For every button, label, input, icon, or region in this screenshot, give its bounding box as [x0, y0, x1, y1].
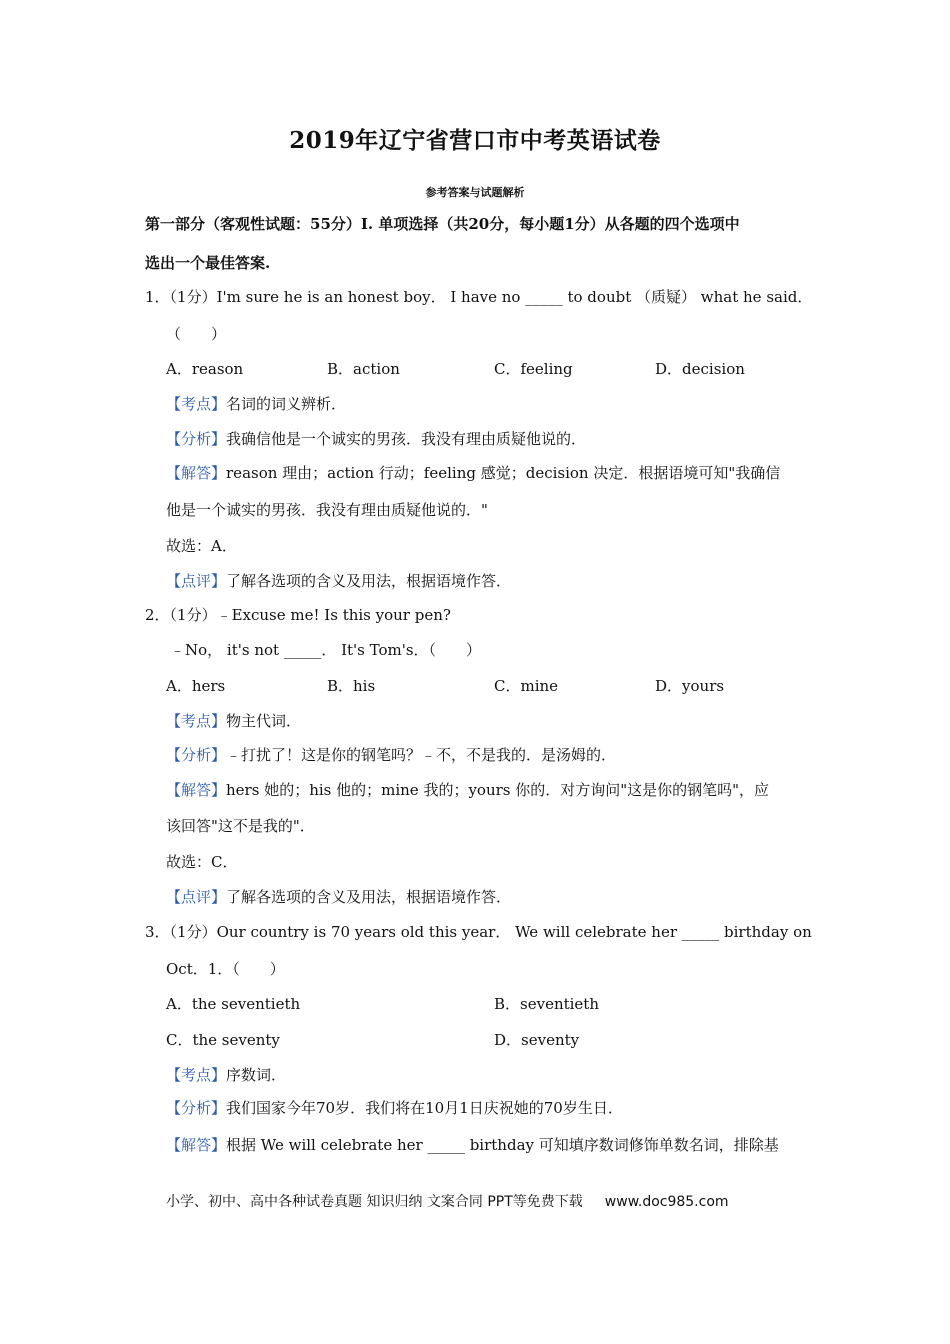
question-1-jieda	[166, 463, 780, 483]
section-heading-line1: 第一部分（客观性试题：55分）I. 单项选择（共20分，每小题1分）从各题的四个选项中	[145, 215, 740, 233]
question-1-dianping	[166, 571, 511, 591]
question-3-option-c: C．the seventy	[166, 1031, 280, 1049]
question-3-stem: 3．（1分）Our country is 70 years old this year． We will celebrate her _____ birthday on	[145, 923, 812, 941]
tag-jieda: 【解答】	[166, 781, 227, 799]
page-subtitle: 参考答案与试题解析	[425, 186, 525, 199]
page-footer	[166, 1191, 729, 1211]
question-2-option-b: B．his	[327, 677, 376, 695]
question-1-fenxi	[166, 429, 586, 449]
dianping-text: 了解各选项的含义及用法，根据语境作答．	[226, 888, 512, 906]
kaodian-text: 名词的词义辨析．	[226, 395, 347, 413]
question-3-option-b: B．seventieth	[494, 995, 600, 1013]
tag-kaodian: 【考点】	[166, 1066, 227, 1084]
question-2-jieda-cont: 该回答"这不是我的"．	[166, 817, 315, 835]
question-2-jieda	[166, 780, 769, 800]
question-2-kaodian	[166, 711, 301, 731]
question-2-stem: 2．（1分）﹣Excuse me! Is this your pen?	[145, 606, 451, 624]
section-heading-line2: 选出一个最佳答案.	[145, 254, 271, 272]
question-2-stem-reply: ﹣No， it's not _____． It's Tom's．（ ）	[170, 641, 482, 659]
fenxi-text: 我们国家今年70岁．我们将在10月1日庆祝她的70岁生日．	[226, 1099, 623, 1117]
question-1-kaodian	[166, 394, 346, 414]
question-3-stem-cont: Oct．1．（ ）	[166, 960, 285, 978]
footer-text: 小学、初中、高中各种试卷真题 知识归纳 文案合同 PPT等免费下载	[166, 1194, 583, 1210]
page-title: 2019年辽宁省营口市中考英语试卷	[289, 127, 661, 154]
question-1-option-c: C．feeling	[494, 360, 573, 378]
question-1-answer: 故选：A．	[166, 537, 237, 555]
question-2-option-c: C．mine	[494, 677, 559, 695]
tag-dianping: 【点评】	[166, 572, 227, 590]
question-2-option-d: D．yours	[655, 677, 725, 695]
question-1-stem-blank: （ ）	[166, 325, 227, 343]
tag-kaodian: 【考点】	[166, 712, 227, 730]
tag-fenxi: 【分析】	[166, 746, 227, 764]
fenxi-text: 我确信他是一个诚实的男孩．我没有理由质疑他说的．	[226, 430, 587, 448]
question-2-option-a: A．hers	[166, 677, 226, 695]
tag-fenxi: 【分析】	[166, 1099, 227, 1117]
question-2-answer: 故选：C．	[166, 853, 238, 871]
question-1-option-d: D．decision	[655, 360, 745, 378]
tag-kaodian: 【考点】	[166, 395, 227, 413]
question-3-option-a: A．the seventieth	[166, 995, 301, 1013]
question-1-option-b: B．action	[327, 360, 400, 378]
footer-url: www.doc985.com	[604, 1194, 729, 1210]
tag-jieda: 【解答】	[166, 464, 227, 482]
tag-dianping: 【点评】	[166, 888, 227, 906]
question-3-kaodian	[166, 1065, 286, 1085]
kaodian-text: 序数词．	[226, 1066, 287, 1084]
question-3-fenxi	[166, 1098, 623, 1118]
question-2-dianping	[166, 887, 511, 907]
question-3-jieda	[166, 1135, 779, 1155]
jieda-text: hers 她的；his 他的；mine 我的；yours 你的．对方询问"这是你的钢笔吗"，应	[226, 781, 770, 799]
question-1-option-a: A．reason	[166, 360, 244, 378]
jieda-text: 根据 We will celebrate her _____ birthday 可知填序数词修饰单数名词，排除基	[226, 1136, 779, 1154]
jieda-text: reason 理由；action 行动；feeling 感觉；decision 决定．根据语境可知"我确信	[226, 464, 781, 482]
dianping-text: 了解各选项的含义及用法，根据语境作答．	[226, 572, 512, 590]
tag-jieda: 【解答】	[166, 1136, 227, 1154]
question-2-fenxi	[166, 745, 616, 765]
fenxi-text: ﹣打扰了！这是你的钢笔吗？﹣不，不是我的．是汤姆的．	[226, 746, 617, 764]
question-3-option-d: D．seventy	[494, 1031, 580, 1049]
tag-fenxi: 【分析】	[166, 430, 227, 448]
question-1-stem: 1．（1分）I'm sure he is an honest boy． I have no _____ to doubt （质疑） what he said．	[145, 288, 813, 306]
kaodian-text: 物主代词．	[226, 712, 302, 730]
question-1-jieda-cont: 他是一个诚实的男孩．我没有理由质疑他说的．"	[166, 501, 488, 519]
